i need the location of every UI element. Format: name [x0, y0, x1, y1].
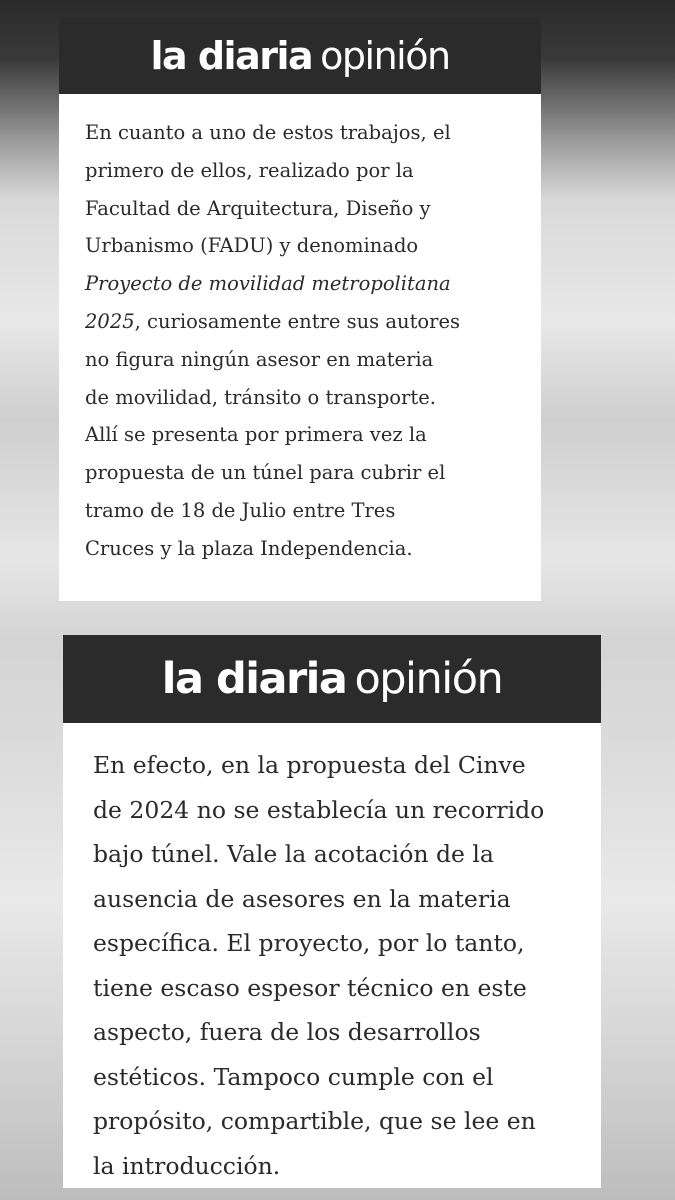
text-line: Facultad de Arquitectura, Diseño y	[85, 196, 431, 220]
text-line: aspecto, fuera de los desarrollos	[93, 1018, 481, 1046]
section-name: opinión	[354, 654, 503, 704]
text-line: propuesta de un túnel para cubrir el	[85, 461, 446, 485]
text-line: ausencia de asesores en la materia	[93, 884, 511, 913]
text-line: tramo de 18 de Julio entre Tres	[85, 498, 396, 522]
text-line: propósito, compartible, que se lee en	[93, 1107, 536, 1135]
text-line: En efecto, en la propuesta del Cinve	[93, 751, 526, 779]
brand-name: la diaria	[161, 654, 347, 704]
text-line: primero de ellos, realizado por la	[85, 158, 414, 182]
project-title: Proyecto de movilidad metropolitana	[85, 272, 451, 296]
text-line: En cuanto a uno de estos trabajos, el	[85, 121, 451, 144]
text-line: Cruces y la plaza Independencia.	[85, 536, 413, 560]
masthead-logo	[59, 17, 541, 94]
text-line: Urbanismo (FADU) y denominado	[85, 234, 419, 258]
text-line: la introducción.	[93, 1151, 281, 1180]
masthead-logo	[63, 635, 601, 723]
text-line	[85, 265, 515, 303]
text-line	[85, 303, 515, 341]
text-line: tiene escaso espesor técnico en este	[93, 973, 527, 1002]
section-name: opinión	[320, 33, 450, 78]
text-line: de 2024 no se establecía un recorrido	[93, 795, 545, 824]
project-title-year: 2025	[85, 309, 135, 333]
text-fragment: , curiosamente entre sus autores	[134, 309, 461, 333]
text-line: bajo túnel. Vale la acotación de la	[93, 840, 494, 868]
text-line: no figura ningún asesor en materia	[85, 347, 434, 371]
text-line: de movilidad, tránsito o transporte.	[85, 385, 436, 409]
brand-name: la diaria	[150, 33, 313, 78]
article-excerpt	[59, 94, 541, 601]
text-line: estéticos. Tampoco cumple con el	[93, 1062, 494, 1091]
article-excerpt	[63, 723, 601, 1188]
opinion-card-1	[59, 17, 541, 601]
text-line: Allí se presenta por primera vez la	[85, 423, 427, 447]
text-line: específica. El proyecto, por lo tanto,	[93, 929, 525, 957]
opinion-card-2	[63, 635, 601, 1188]
